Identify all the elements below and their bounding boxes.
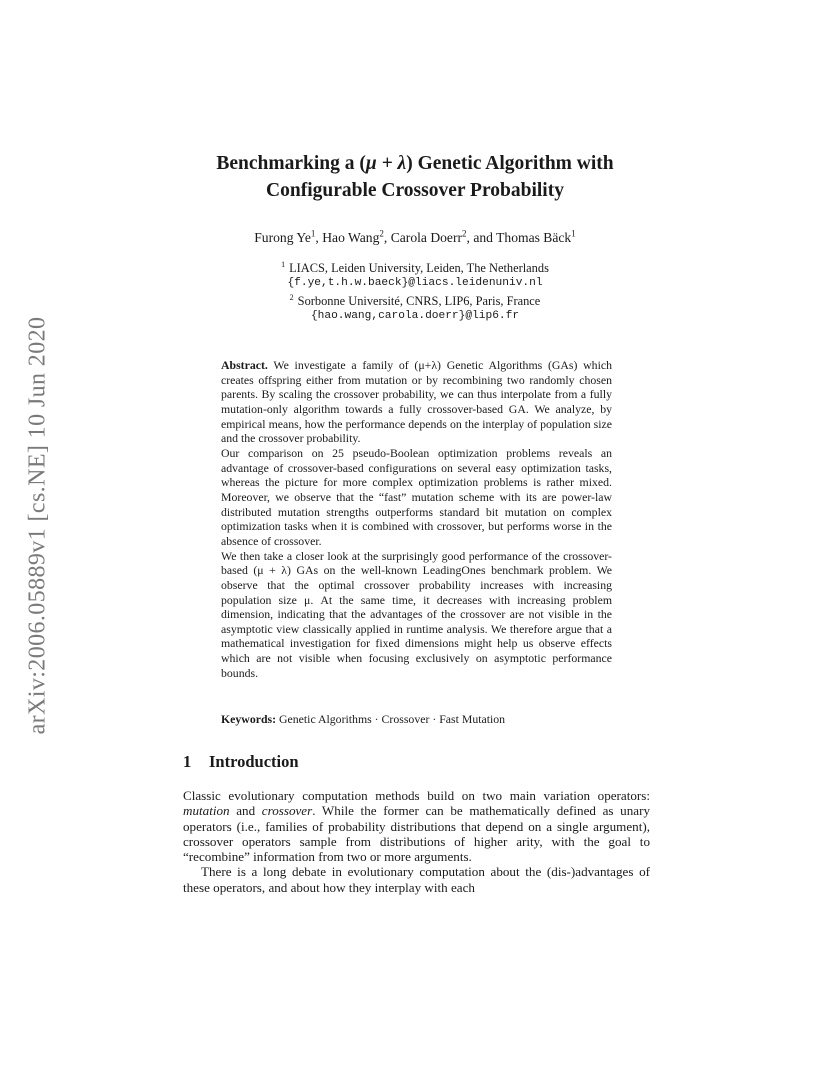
abstract-label: Abstract.: [221, 358, 268, 372]
arxiv-stamp: [20, 290, 56, 760]
title-line-2: Configurable Crossover Probability: [266, 180, 564, 201]
abstract-paragraph: Abstract. We investigate a family of (μ+λ) Genetic Algorithms (GAs) which creates offspring either from mutation or by recombining two randomly chosen parents. By scaling the crossover probability, we can thus interpolate from a fully mutation-only algorithm towards a fully crossover-based GA. We analyze, by empirical means, how the performance depends on the interplay of population size and the crossover probability.: [221, 358, 612, 446]
arxiv-id: arXiv:2006.05889v1 [cs.NE] 10 Jun 2020: [24, 316, 51, 734]
author: Carola Doerr$^2$, and: [390, 228, 497, 245]
keywords-text: Genetic Algorithms · Crossover · Fast Mutation: [279, 712, 506, 726]
keywords: [221, 712, 612, 727]
affiliation-1-email: {f.ye,t.h.w.baeck}@liacs.leidenuniv.nl: [287, 276, 543, 289]
section-number: 1: [183, 752, 192, 771]
affiliation-2: $^2$ Sorbonne Université, CNRS, LIP6, Paris, France: [289, 292, 541, 308]
body-paragraph: Classic evolutionary computation methods build on two main variation operators: mutation and crossover. While the former can be mathematically defined as unary operators (i.e., families of probability distributions that depend on a single argument), crossover operators sample from distributions of higher arity, with the goal to “recombine” information from two or more arguments.: [183, 788, 650, 865]
abstract-paragraph: Our comparison on 25 pseudo-Boolean optimization problems reveals an advantage of crossover-based configurations on several easy optimization tasks, whereas the picture for more complex optimization problems is rather mixed. Moreover, we observe that the “fast” mutation scheme with its are power-law distributed mutation strengths outperforms standard bit mutation on complex optimization tasks when it is combined with crossover, but performs worse in the absence of crossover.: [221, 445, 612, 548]
abstract-paragraph: We then take a closer look at the surprisingly good performance of the crossover-based (μ + λ) GAs on the well-known LeadingOnes benchmark problem. We observe that the optimal crossover probability increases with increasing population size μ. At the same time, it decreases with increasing problem dimension, indicating that the advantages of the crossover are not visible in the asymptotic view classically applied in runtime analysis. We therefore argue that a mathematical investigation for fixed dimensions might help us observe effects which are not visible when focusing exclusively on asymptotic performance bounds.: [221, 548, 612, 680]
body-paragraph: There is a long debate in evolutionary computation about the (dis-)advantages of these operators, and about how they interplay with each: [183, 864, 650, 895]
abstract: [221, 358, 612, 680]
affiliation-1: $^1$ LIACS, Leiden University, Leiden, The Netherlands: [281, 260, 549, 276]
author: Thomas Bäck$^1$: [496, 228, 576, 245]
affiliation-2-email: {hao.wang,carola.doerr}@lip6.fr: [310, 309, 520, 322]
affiliations: [150, 258, 680, 323]
author: Furong Ye$^1$,: [254, 228, 323, 245]
body-text: [183, 788, 650, 895]
author-list: [150, 228, 680, 246]
paper-title: [150, 150, 680, 204]
section-title: Introduction: [209, 752, 299, 771]
title-line-1: Benchmarking a (μ + λ) Genetic Algorithm with: [216, 153, 614, 174]
title-math: μ + λ: [365, 153, 407, 174]
author: Hao Wang$^2$,: [322, 228, 391, 245]
keywords-label: Keywords:: [221, 712, 277, 726]
section-heading: [183, 752, 483, 772]
